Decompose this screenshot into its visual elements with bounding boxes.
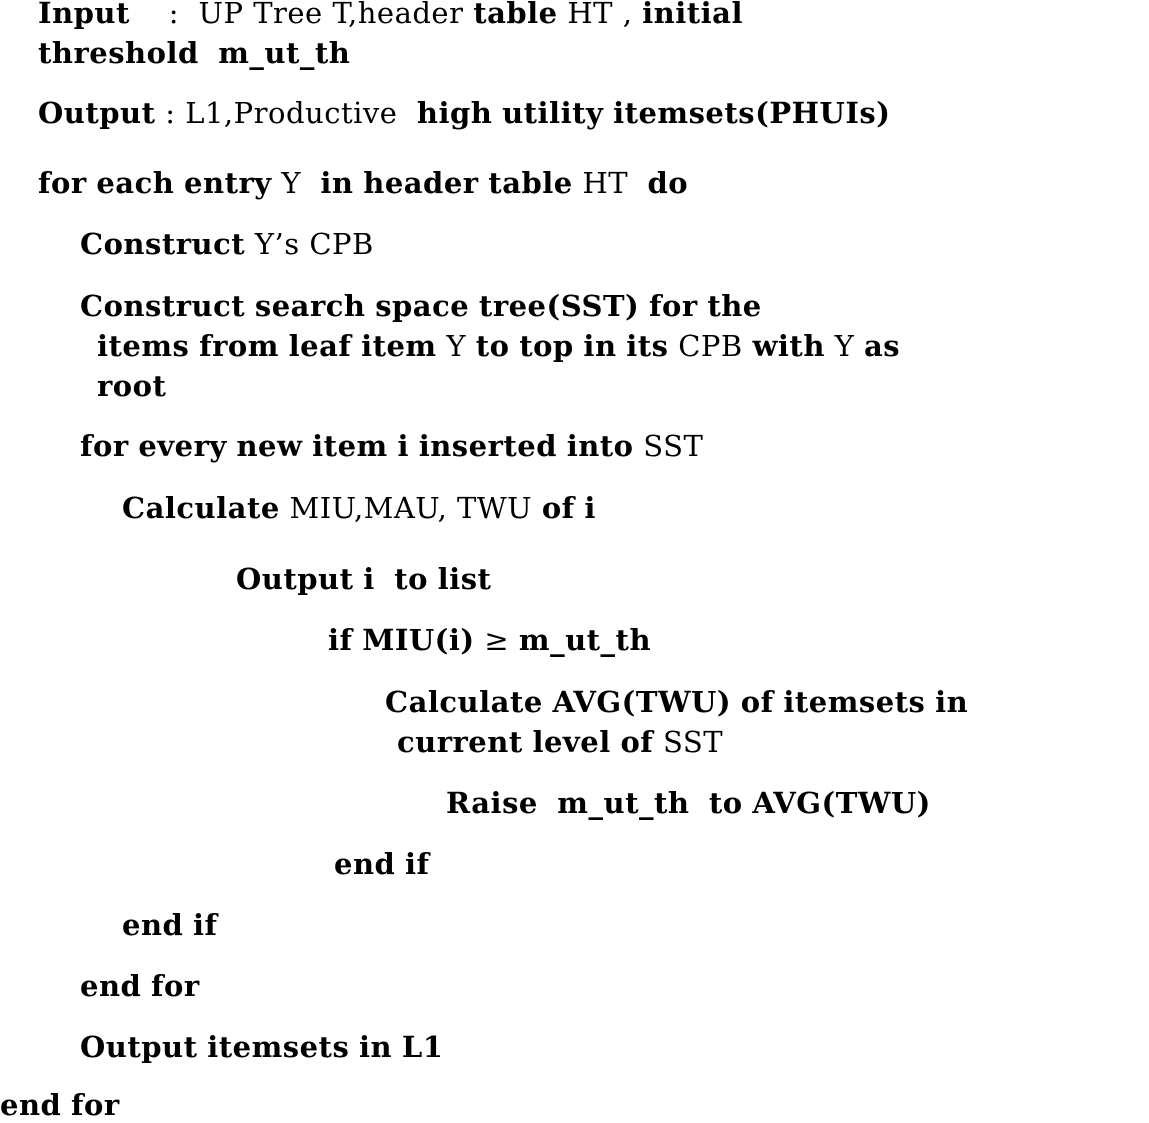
- construct-sst-cont-1: items from leaf item Y to top in its CPB with Y as: [97, 329, 901, 363]
- end-if-inner-line: end if: [334, 847, 430, 881]
- input-line: Input : UP Tree T,header table HT , initial: [38, 0, 743, 30]
- raise-threshold-line: Raise m_ut_th to AVG(TWU): [446, 786, 931, 820]
- construct-sst-line: Construct search space tree(SST) for the: [80, 289, 762, 323]
- construct-sst-cont-2: root: [97, 369, 167, 403]
- end-for-outer-line: end for: [0, 1088, 120, 1122]
- output-itemsets-line: Output itemsets in L1: [80, 1030, 444, 1064]
- threshold-line: threshold m_ut_th: [38, 36, 351, 70]
- output-i-line: Output i to list: [236, 562, 492, 596]
- calculate-avg-cont: current level of SST: [397, 725, 724, 759]
- if-miu-line: if MIU(i) ≥ m_ut_th: [328, 623, 652, 657]
- inner-for-line: for every new item i inserted into SST: [80, 429, 704, 463]
- output-line: Output : L1,Productive high utility itemsets(PHUIs): [38, 96, 891, 130]
- end-if-outer-line: end if: [122, 908, 218, 942]
- calculate-miu-line: Calculate MIU,MAU, TWU of i: [122, 491, 596, 525]
- end-for-inner-line: end for: [80, 969, 200, 1003]
- construct-cpb-line: Construct Y’s CPB: [80, 227, 374, 261]
- calculate-avg-line: Calculate AVG(TWU) of itemsets in: [385, 685, 969, 719]
- outer-for-line: for each entry Y in header table HT do: [38, 166, 689, 200]
